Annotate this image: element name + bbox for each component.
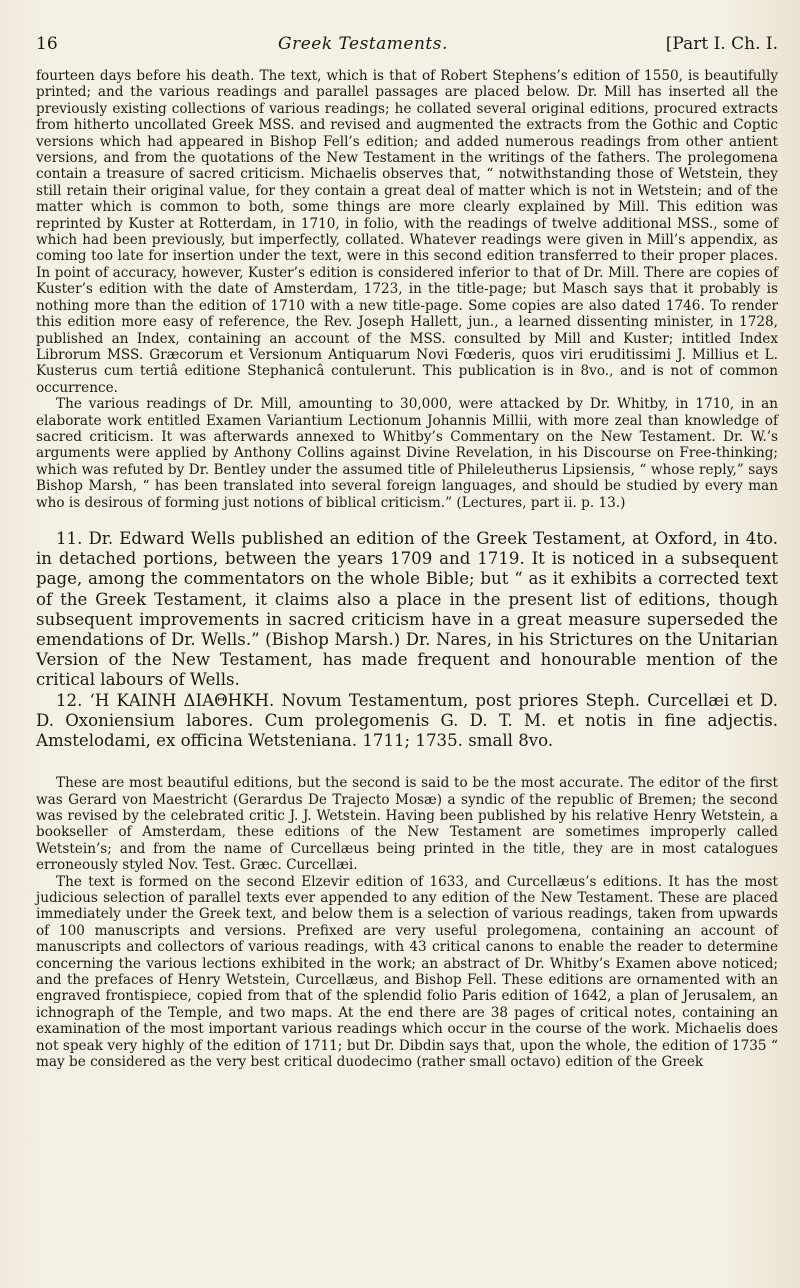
paragraph-text-formation: The text is formed on the second Elzevir edition of 1633, and Curcellæus’s editions. It has the most judicious selection of parallel texts ever appended to any edition of the New Testament. These are placed immediately under the Greek text, and below them is a selection of various readings, taken from upwards of 100 manuscripts and versions. Prefixed are very useful prolegomena, containing an account of manuscripts and collectors of various readings, with 43 critical canons to enable the reader to determine concerning the various lections exhibited in the work; an abstract of Dr. Whitby’s Examen above noticed; and the prefaces of Henry Wetstein, Curcellæus, and Bishop Fell. These editions are ornamented with an engraved frontispiece, copied from that of the splendid folio Paris edition of 1642, a plan of Jerusalem, an ichnograph of the Temple, and two maps. At the end there are 38 pages of critical notes, containing an examination of the most important various readings which occur in the course of the work. Michaelis does not speak very highly of the edition of 1711; but Dr. Dibdin says that, upon the whole, the edition of 1735 “ may be considered as the very best critical duodecimo (rather small octavo) edition of the Greek xyxy=(36,873,778,1071)
page-body xyxy=(36,68,778,1071)
running-header xyxy=(36,34,778,64)
page-number: 16 xyxy=(36,34,58,54)
paragraph-entry-12-title: 12. ‘Η ΚΑΙΝΗ ΔΙΑΘΗΚΗ. Novum Testamentum, post priores Steph. Curcellæi et D. D. Oxoniensium labores. Cum prolegomenis G. D. T. M. et notis in fine adjectis. Amstelodami, ex officina Wetsteniana. 1711; 1735. small 8vo. xyxy=(36,690,778,750)
section-reference: [Part I. Ch. I. xyxy=(665,34,778,54)
paragraph-various-readings: The various readings of Dr. Mill, amounting to 30,000, were attacked by Dr. Whitby, in 1710, in an elaborate work entitled Examen Variantium Lectionum Johannis Millii, with more zeal than knowledge of sacred criticism. It was afterwards annexed to Whitby’s Commentary on the New Testament. Dr. W.’s arguments were applied by Anthony Collins against Divine Revelation, in his Discourse on Free-thinking; which was refuted by Dr. Bentley under the assumed title of Phileleutherus Lipsiensis, “ whose reply,” says Bishop Marsh, “ has been translated into several foreign languages, and should be studied by every man who is desirous of forming just notions of biblical criticism.” (Lectures, part ii. p. 13.) xyxy=(36,396,778,511)
paragraph-wells-edition: 11. Dr. Edward Wells published an edition of the Greek Testament, at Oxford, in 4to. in detached portions, between the years 1709 and 1719. It is noticed in a subsequent page, among the commentators on the whole Bible; but “ as it exhibits a corrected text of the Greek Testament, it claims also a place in the present list of editions, though subsequent improvements in sacred criticism have in a great measure superseded the emendations of Dr. Wells.” (Bishop Marsh.) Dr. Nares, in his Strictures on the Unitarian Version of the New Testament, has made frequent and honourable mention of the critical labours of Wells. xyxy=(36,528,778,690)
running-title: Greek Testaments. xyxy=(278,34,448,54)
paragraph-mill-edition: fourteen days before his death. The text, which is that of Robert Stephens’s edition of 1550, is beautifully printed; and the various readings and parallel passages are placed below. Dr. Mill has inserted all the previously existing collections of various readings; he collated several original editions, procured extracts from hitherto uncollated Greek MSS. and revised and augmented the extracts from the Gothic and Coptic versions which had appeared in Bishop Fell’s edition; and added numerous readings from other antient versions, and from the quotations of the New Testament in the writings of the fathers. The prolegomena contain a treasure of sacred criticism. Michaelis observes that, “ notwithstanding those of Wetstein, they still retain their original value, for they contain a great deal of matter which is not in Wetstein; and of the matter which is common to both, some things are more clearly explained by Mill. This edition was reprinted by Kuster at Rotterdam, in 1710, in folio, with the readings of twelve additional MSS., some of which had been previously, but imperfectly, collated. Whatever readings were given in Mill’s appendix, as coming too late for insertion under the text, were in this second edition transferred to their proper places. In point of accuracy, however, Kuster’s edition is considered inferior to that of Dr. Mill. There are copies of Kuster’s edition with the date of Amsterdam, 1723, in the title-page; but Masch says that it probably is nothing more than the edition of 1710 with a new title-page. Some copies are also dated 1746. To render this edition more easy of reference, the Rev. Joseph Hallett, jun., a learned dissenting minister, in 1728, published an Index, containing an account of the MSS. consulted by Mill and Kuster; intitled Index Librorum MSS. Græcorum et Versionum Antiquarum Novi Fœderis, quos viri eruditissimi J. Millius et L. Kusterus cum tertiâ editione Stephanicâ contulerunt. This publication is in 8vo., and is not of common occurrence. xyxy=(36,68,778,396)
paragraph-editors: These are most beautiful editions, but the second is said to be the most accurate. The editor of the first was Gerard von Maestricht (Gerardus De Trajecto Mosæ) a syndic of the republic of Bremen; the second was revised by the celebrated critic J. J. Wetstein. Having been published by his relative Henry Wetstein, a bookseller of Amsterdam, these editions of the New Testament are sometimes improperly called Wetstein’s; and from the name of Curcellæus being printed in the title, they are in most catalogues erroneously styled Nov. Test. Græc. Curcellæi. xyxy=(36,775,778,874)
